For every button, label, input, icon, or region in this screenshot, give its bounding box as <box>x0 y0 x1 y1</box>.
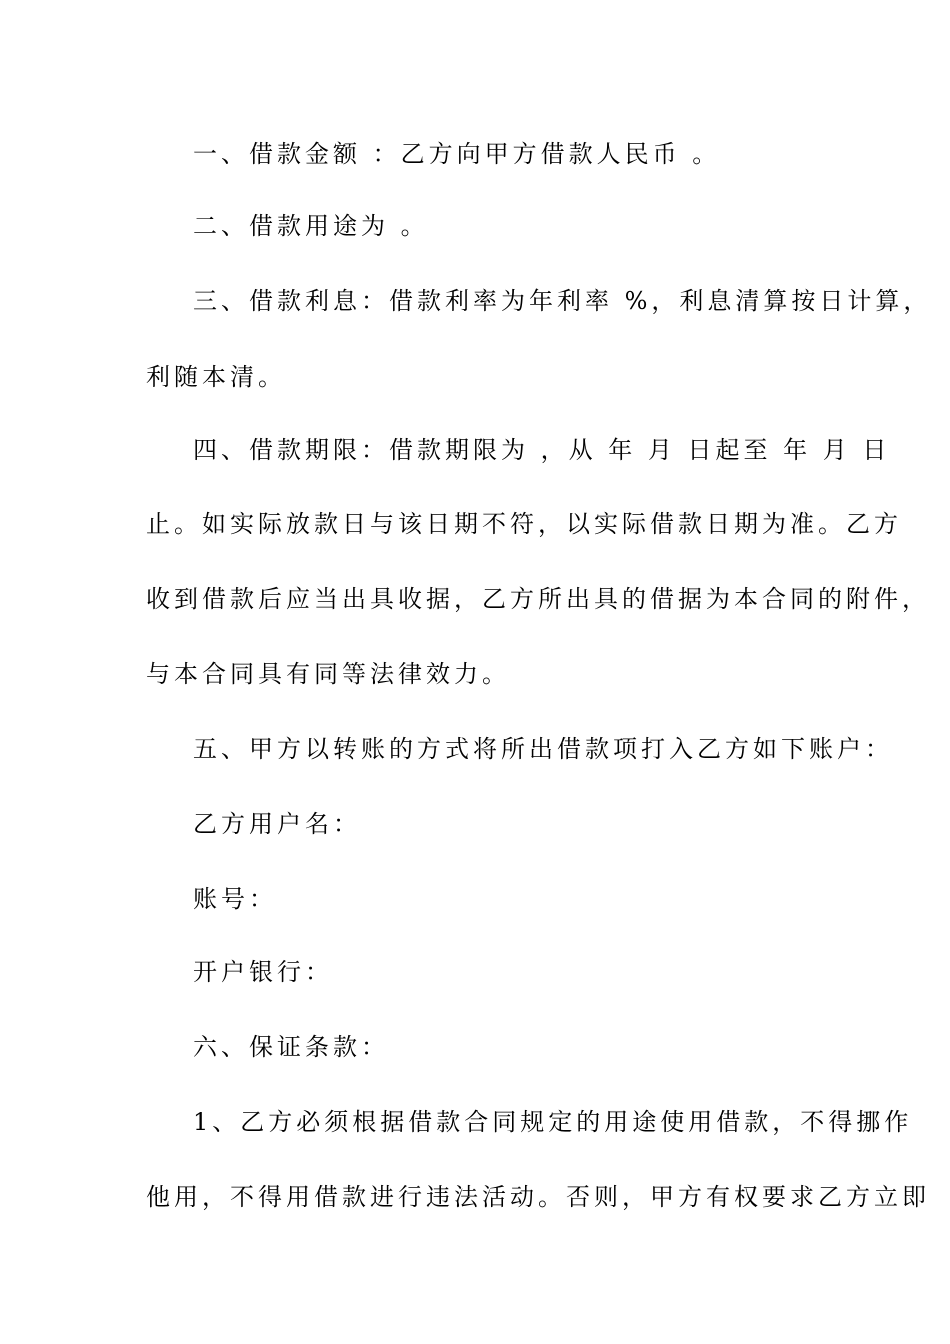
clause-3-interest-line-2: 利随本清。 <box>146 363 286 391</box>
clause-4-term-line-3: 收到借款后应当出具收据，乙方所出具的借据为本合同的附件， <box>146 585 930 613</box>
clause-2-loan-purpose: 二、借款用途为 。 <box>193 212 429 240</box>
clause-1-loan-amount: 一、借款金额 ：乙方向甲方借款人民币 。 <box>193 140 721 168</box>
clause-5-transfer: 五、甲方以转账的方式将所出借款项打入乙方如下账户： <box>193 735 893 763</box>
account-name-label: 乙方用户名： <box>193 810 361 838</box>
clause-4-term-line-2: 止。如实际放款日与该日期不符，以实际借款日期为准。乙方 <box>146 510 902 538</box>
clause-3-interest-line-1: 三、借款利息：借款利率为年利率 %，利息清算按日计算， <box>193 287 932 315</box>
account-number-label: 账号： <box>193 885 277 913</box>
bank-label: 开户银行： <box>193 958 333 986</box>
guarantee-item-1-line-1: 1、乙方必须根据借款合同规定的用途使用借款，不得挪作 <box>193 1108 913 1136</box>
clause-4-term-line-1: 四、借款期限：借款期限为 ，从 年 月 日起至 年 月 日 <box>193 436 891 464</box>
guarantee-item-1-line-2: 他用，不得用借款进行违法活动。否则，甲方有权要求乙方立即 <box>146 1183 930 1211</box>
clause-6-guarantee-heading: 六、保证条款： <box>193 1033 389 1061</box>
clause-4-term-line-4: 与本合同具有同等法律效力。 <box>146 660 510 688</box>
